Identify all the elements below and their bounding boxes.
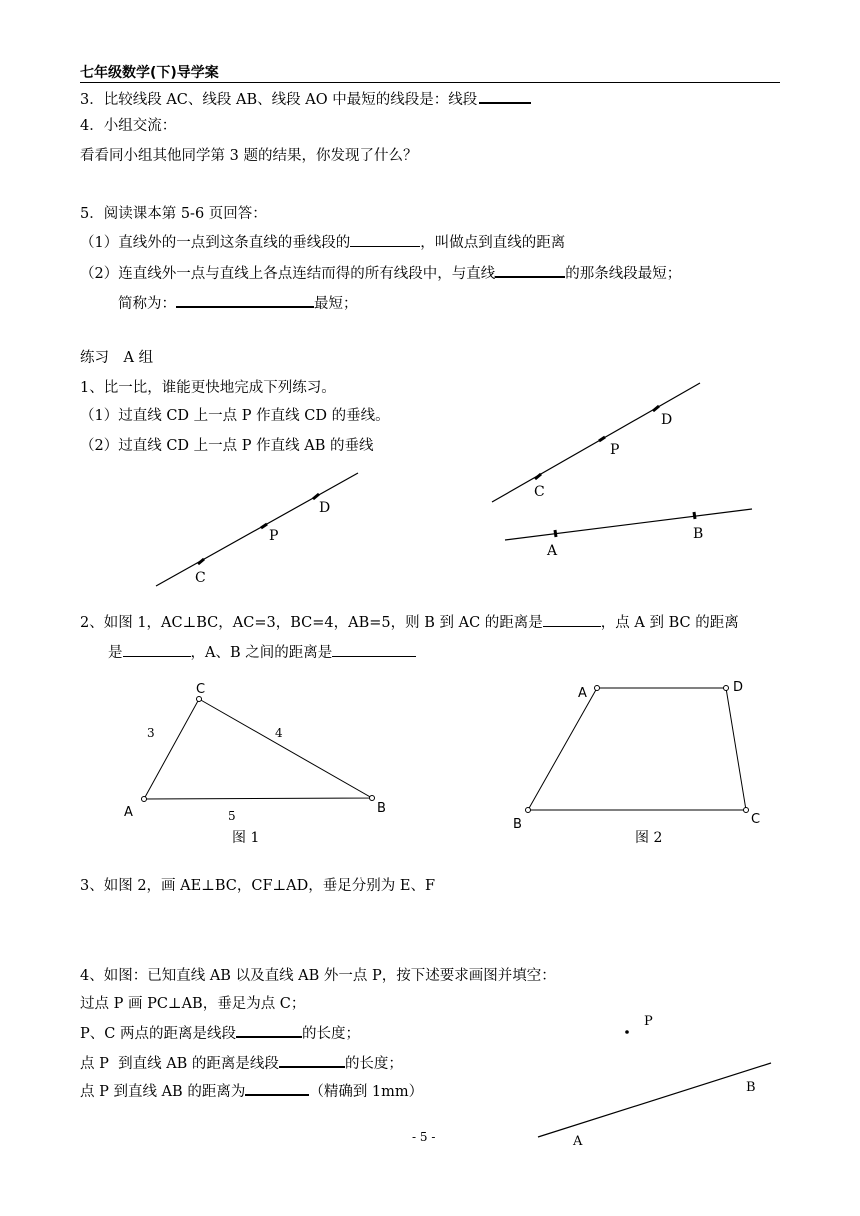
figure-line-cd-right bbox=[492, 383, 700, 502]
question-3: 3．比较线段 AC、线段 AB、线段 AO 中最短的线段是：线段 bbox=[80, 88, 531, 110]
figure-4-line-ab bbox=[538, 1030, 771, 1137]
practice-2-line2: 是 ，A、B 之间的距离是 bbox=[108, 642, 416, 663]
label-side-4: 4 bbox=[275, 726, 283, 740]
practice-3: 3、如图 2，画 AE⊥BC，CF⊥AD，垂足分别为 E、F bbox=[80, 878, 436, 894]
figure-1-triangle bbox=[142, 697, 375, 802]
practice-2-line1: 2、如图 1，AC⊥BC，AC=3，BC=4，AB=5，则 B 到 AC 的距离是 ，点 A 到 BC 的距离 bbox=[80, 612, 739, 633]
practice-4-1: 过点 P 画 PC⊥AB，垂足为点 C； bbox=[80, 996, 306, 1012]
figure-2-trapezoid bbox=[526, 686, 749, 813]
figure-line-cd-left bbox=[156, 473, 358, 586]
label-a: A bbox=[124, 805, 133, 820]
figure-line-ab bbox=[505, 509, 752, 540]
label-d: D bbox=[733, 680, 744, 695]
label-a: A bbox=[578, 686, 587, 701]
label-a: A bbox=[547, 543, 558, 559]
label-c: C bbox=[195, 570, 206, 586]
label-d: D bbox=[661, 412, 673, 428]
label-b: B bbox=[693, 526, 704, 542]
label-b: B bbox=[746, 1080, 756, 1095]
practice-1-1: （1）过直线 CD 上一点 P 作直线 CD 的垂线。 bbox=[80, 408, 390, 424]
question-5-1: （1）直线外的一点到这条直线的垂线段的 ，叫做点到直线的距离 bbox=[80, 232, 565, 253]
label-b: B bbox=[513, 817, 522, 832]
practice-4-title: 4、如图：已知直线 AB 以及直线 AB 外一点 P，按下述要求画图并填空： bbox=[80, 968, 556, 984]
label-p: P bbox=[610, 442, 620, 458]
header-title: 七年级数学(下)导学案 bbox=[80, 65, 219, 81]
practice-1-title: 1、比一比，谁能更快地完成下列练习。 bbox=[80, 380, 336, 396]
label-p: P bbox=[269, 528, 279, 544]
label-side-3: 3 bbox=[147, 726, 155, 740]
question-4-text: 看看同小组其他同学第 3 题的结果，你发现了什么？ bbox=[80, 148, 418, 164]
label-a: A bbox=[573, 1134, 583, 1149]
question-4-title: 4．小组交流： bbox=[80, 118, 177, 134]
label-side-5: 5 bbox=[228, 809, 236, 823]
label-d: D bbox=[319, 500, 331, 516]
question-5-2-short: 简称为： 最短； bbox=[118, 292, 358, 314]
label-b: B bbox=[377, 801, 386, 816]
label-p: P bbox=[644, 1014, 653, 1029]
figure-1-caption: 图 1 bbox=[232, 830, 260, 846]
label-c: C bbox=[196, 682, 206, 697]
question-5-2: （2）连直线外一点与直线上各点连结而得的所有线段中，与直线 的那条线段最短； bbox=[80, 262, 681, 284]
label-c: C bbox=[751, 812, 761, 827]
practice-title: 练习 A 组 bbox=[80, 350, 154, 366]
question-5-title: 5．阅读课本第 5-6 页回答： bbox=[80, 206, 267, 222]
page-number: - 5 - bbox=[412, 1130, 436, 1144]
figure-2-caption: 图 2 bbox=[635, 830, 663, 846]
practice-4-3: 点 P 到直线 AB 的距离是线段 的长度； bbox=[80, 1052, 403, 1074]
practice-4-4: 点 P 到直线 AB 的距离为 （精确到 1mm） bbox=[80, 1080, 423, 1102]
practice-4-2: P、C 两点的距离是线段 的长度； bbox=[80, 1022, 360, 1044]
practice-1-2: （2）过直线 CD 上一点 P 作直线 AB 的垂线 bbox=[80, 438, 374, 454]
label-c: C bbox=[534, 484, 545, 500]
